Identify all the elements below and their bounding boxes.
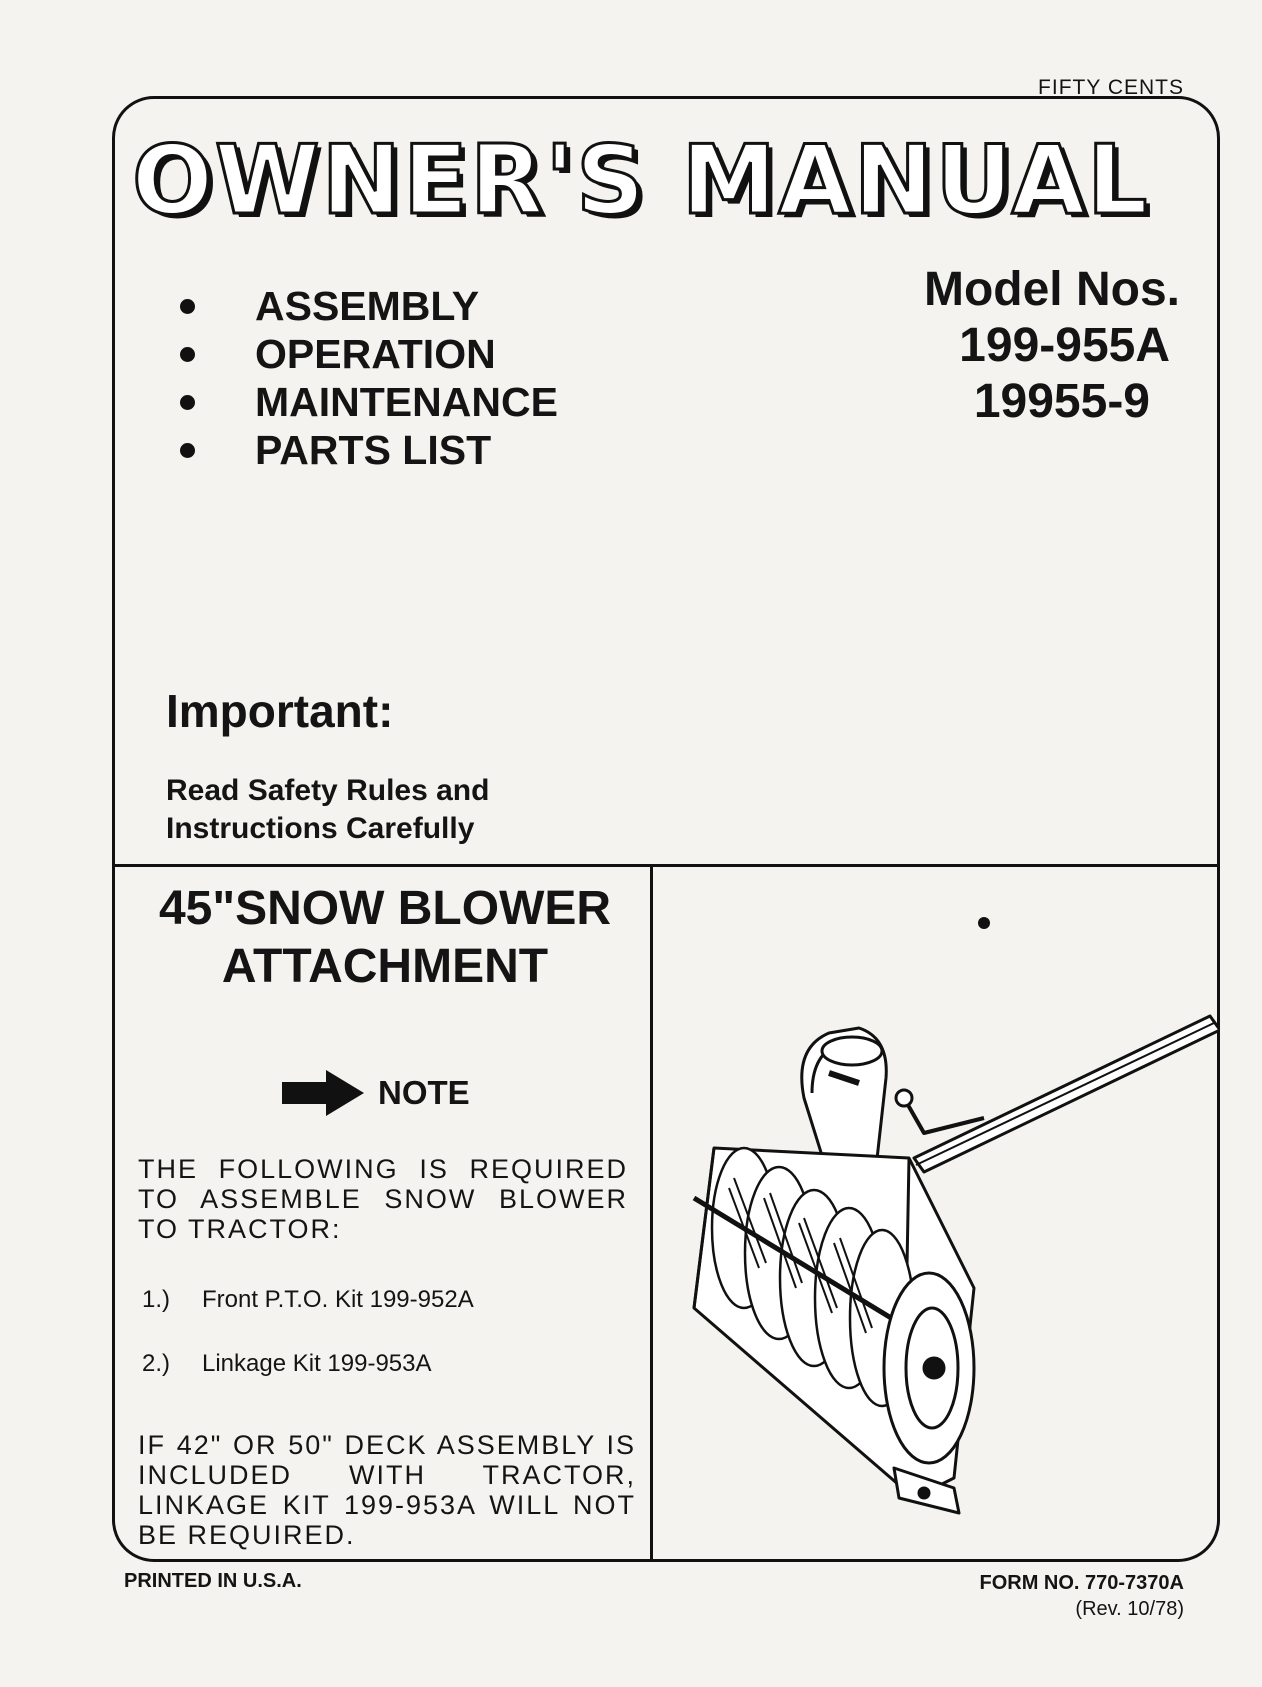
section-label: MAINTENANCE <box>255 379 558 425</box>
horizontal-divider <box>112 864 1220 867</box>
product-line: ATTACHMENT <box>221 940 549 993</box>
vertical-divider <box>650 864 653 1562</box>
requirements-text: THE FOLLOWING IS REQUIRED TO ASSEMBLE SNOW BLOWER TO TRACTOR: <box>138 1154 628 1244</box>
section-item <box>180 426 558 474</box>
exception-text: IF 42" OR 50" DECK ASSEMBLY IS INCLUDED WITH TRACTOR, LINKAGE KIT 199-953A WILL NOT BE REQUIRED. <box>138 1430 636 1550</box>
price-label: FIFTY CENTS <box>1038 76 1184 99</box>
kit-text: Linkage Kit 199-953A <box>202 1350 432 1377</box>
kit-item <box>142 1286 474 1314</box>
arrow-right-icon <box>282 1070 364 1116</box>
bullet-icon <box>180 443 195 458</box>
bullet-icon <box>180 347 195 362</box>
safety-instructions <box>166 772 489 848</box>
model-label: Model Nos. <box>923 263 1180 316</box>
printed-label: PRINTED IN U.S.A. <box>124 1570 302 1592</box>
kit-item <box>142 1350 474 1378</box>
kit-number: 2.) <box>142 1350 171 1377</box>
model-number: 19955-9 <box>973 375 1150 428</box>
kit-text: Front P.T.O. Kit 199-952A <box>202 1286 474 1313</box>
safety-line: Instructions Carefully <box>166 812 475 845</box>
bullet-icon <box>180 395 195 410</box>
important-heading: Important: <box>166 685 394 737</box>
section-list <box>180 282 558 474</box>
kit-number: 1.) <box>142 1286 171 1313</box>
section-label: OPERATION <box>255 331 496 377</box>
note-label: NOTE <box>378 1074 470 1111</box>
section-label: ASSEMBLY <box>255 283 480 329</box>
safety-line: Read Safety Rules and <box>166 774 490 807</box>
product-line: 45"SNOW BLOWER <box>158 882 612 935</box>
form-number-block <box>979 1570 1184 1622</box>
section-item <box>180 282 558 330</box>
section-item <box>180 330 558 378</box>
note-callout <box>282 1070 470 1116</box>
model-number: 199-955A <box>959 319 1170 372</box>
form-number: FORM NO. 770-7370A <box>979 1572 1184 1594</box>
snow-blower-illustration <box>654 868 1220 1558</box>
bullet-icon <box>180 299 195 314</box>
manual-title: OWNER'S MANUAL <box>132 126 1150 236</box>
kit-list <box>142 1286 474 1414</box>
product-name <box>120 880 650 996</box>
model-numbers <box>924 262 1180 430</box>
section-item <box>180 378 558 426</box>
revision-date: (Rev. 10/78) <box>1075 1598 1184 1620</box>
section-label: PARTS LIST <box>255 427 492 473</box>
